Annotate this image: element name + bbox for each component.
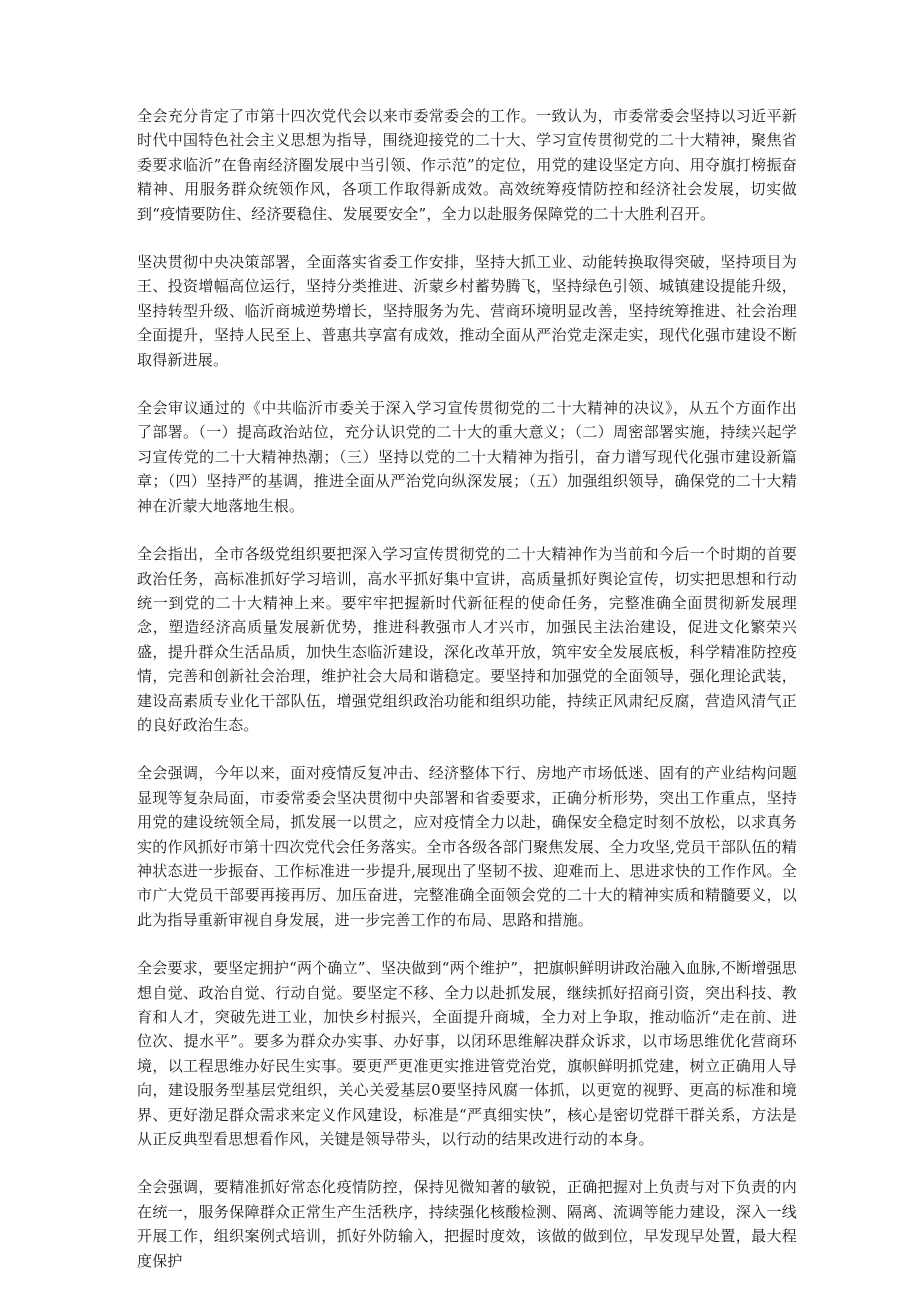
paragraph-5: 全会强调，今年以来，面对疫情反复冲击、经济整体下行、房地产市场低迷、固有的产业结构问题显现等复杂局面，市委常委会坚决贯彻中央部署和省委要求，正确分析形势，突出工作重点，坚持用党的建设统领全局，抓发展一以贯之，应对疫情全力以赴，确保安全稳定时刻不放松，以求真务实的作风抓好市第十四次党代会任务落实。全市各级各部门聚焦发展、全力攻坚,党员干部队伍的精神状态进一步振奋、工作标准进一步提升,展现出了坚韧不拔、迎难而上、思进求快的工作作风。全市广大党员干部要再接再厉、加压奋进，完整准确全面领会党的二十大的精神实质和精髓要义，以此为指导重新审视自身发展，进一步完善工作的布局、思路和措施。 <box>137 764 797 929</box>
paragraph-4: 全会指出，全市各级党组织要把深入学习宣传贯彻党的二十大精神作为当前和今后一个时期的首要政治任务，高标准抓好学习培训，高水平抓好集中宣讲，高质量抓好舆论宣传，切实把思想和行动统一到党的二十大精神上来。要牢牢把握新时代新征程的使命任务，完整准确全面贯彻新发展理念，塑造经济高质量发展新优势，推进科教强市人才兴市，加强民主法治建设，促进文化繁荣兴盛，提升群众生活品质，加快生态临沂建设，深化改革开放，筑牢安全发展底板，科学精准防控疫情，完善和创新社会治理，维护社会大局和谐稳定。要坚持和加强党的全面领导，强化理论武装，建设高素质专业化干部队伍，增强党组织政治功能和组织功能，持续正风肃纪反腐，营造风清气正的良好政治生态。 <box>137 545 797 734</box>
paragraph-2: 坚决贯彻中央决策部署，全面落实省委工作安排，坚持大抓工业、动能转换取得突破，坚持项目为王、投资增幅高位运行，坚持分类推进、沂蒙乡村蓄势腾飞，坚持绿色引领、城镇建设提能升级，坚持转型升级、临沂商城逆势增长，坚持服务为先、营商环境明显改善，坚持统筹推进、社会治理全面提升，坚持人民至上、普惠共享富有成效，推动全面从严治党走深走实，现代化强市建设不断取得新进展。 <box>137 253 797 369</box>
paragraph-7: 全会强调，要精准抓好常态化疫情防控，保持见微知著的敏锐，正确把握对上负责与对下负责的内在统一，服务保障群众正常生产生活秩序，持续强化核酸检测、隔离、流调等能力建设，深入一线开展工作，组织案例式培训，抓好外防输入，把握时度效，该做的做到位，早发现早处置，最大程度保护 <box>137 1178 797 1270</box>
paragraph-1: 全会充分肯定了市第十四次党代会以来市委常委会的工作。一致认为，市委常委会坚持以习近平新时代中国特色社会主义思想为指导，围绕迎接党的二十大、学习宣传贯彻党的二十大精神，聚焦省委要求临沂”在鲁南经济圈发展中当引领、作示范”的定位，用党的建设坚定方向、用夺旗打榜振奋精神、用服务群众统领作风，各项工作取得新成效。高效统筹疫情防控和经济社会发展，切实做到“疫情要防住、经济要稳住、发展要安全”，全力以赴服务保障党的二十大胜利召开。 <box>137 107 797 223</box>
paragraph-3: 全会审议通过的《中共临沂市委关于深入学习宣传贯彻党的二十大精神的决议》，从五个方面作出了部署。（一）提高政治站位，充分认识党的二十大的重大意义；（二）周密部署实施，持续兴起学习宣传党的二十大精神热潮；（三）坚持以党的二十大精神为指引，奋力谱写现代化强市建设新篇章；（四）坚持严的基调，推进全面从严治党向纵深发展；（五）加强组织领导，确保党的二十大精神在沂蒙大地落地生根。 <box>137 399 797 515</box>
document-body <box>137 104 797 1297</box>
paragraph-6: 全会要求，要坚定拥护“两个确立”、坚决做到“两个维护”，把旗帜鲜明讲政治融入血脉,不断增强思想自觉、政治自觉、行动自觉。要坚定不移、全力以赴抓发展，继续抓好招商引资，突出科技、教育和人才，突破先进工业，加快乡村振兴，全面提升商城，全力对上争取，推动临沂“走在前、进位次、提水平”。要多为群众办实事、办好事，以闭环思维解决群众诉求，以市场思维优化营商环境，以工程思维办好民生实事。要更严更准更实推进管党治党，旗帜鲜明抓党建，树立正确用人导向，建设服务型基层党组织，关心关爱基层0要坚持风腐一体抓，以更宽的视野、更高的标准和境界、更好渤足群众需求来定义作风建设，标准是“严真细实快”，核心是密切党群干群关系，方法是从正反典型看思想看作风，关键是领导带头，以行动的结果改进行动的本身。 <box>137 959 797 1149</box>
